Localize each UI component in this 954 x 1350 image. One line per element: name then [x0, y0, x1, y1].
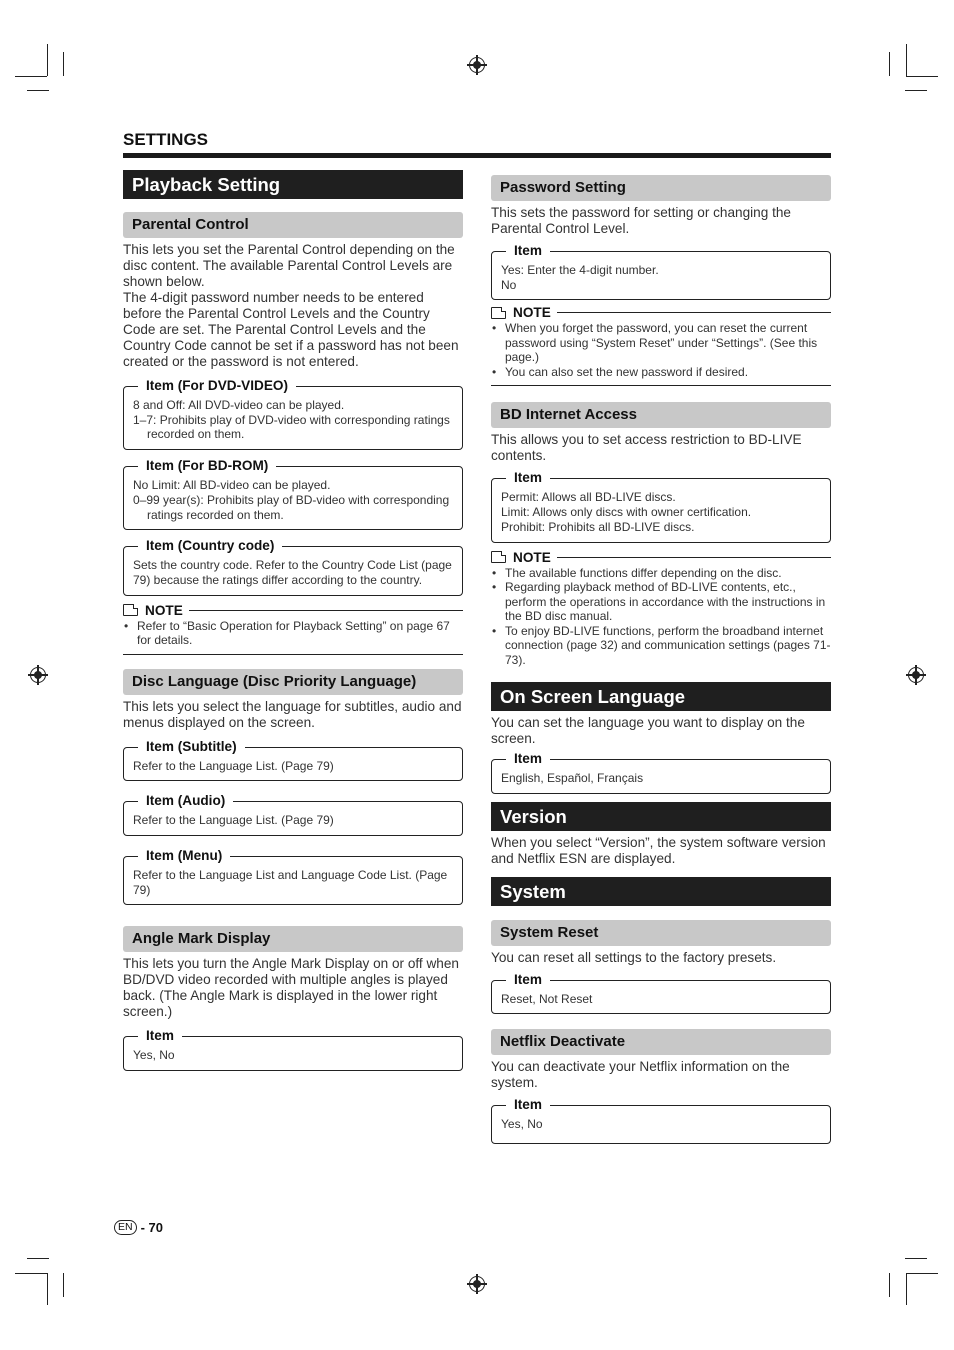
item-text: Reset, Not Reset [501, 991, 593, 1006]
item-box-password [491, 243, 831, 300]
item-box-country-code [123, 538, 463, 595]
item-text: Refer to the Language List. (Page 79) [133, 758, 334, 773]
version-title: Version [491, 802, 831, 831]
crop-mark [27, 90, 49, 91]
item-text: Yes: Enter the 4-digit number. [501, 263, 659, 277]
left-column [123, 170, 463, 1071]
item-label: Item (Menu) [138, 847, 230, 865]
crop-mark [27, 1258, 49, 1259]
parental-control-heading: Parental Control [123, 212, 463, 238]
note-item: • To enjoy BD-LIVE functions, perform the broadband internet connection (page 32) and communication settings (pages 71-73). [491, 624, 831, 668]
item-label: Item [506, 469, 550, 487]
item-box-netflix [491, 1097, 831, 1144]
item-box-system-reset [491, 971, 831, 1015]
item-box-bd-internet [491, 470, 831, 542]
crop-mark [905, 1258, 927, 1259]
crop-mark [15, 1273, 47, 1274]
crop-mark [47, 1273, 48, 1305]
crop-mark [889, 1273, 890, 1297]
item-label: Item [506, 1096, 550, 1114]
crop-mark [15, 76, 47, 77]
item-text: Permit: Allows all BD-LIVE discs. [501, 490, 676, 505]
crop-mark [906, 1273, 938, 1274]
note-item: • Refer to “Basic Operation for Playback Setting” on page 67 for details. [123, 619, 463, 648]
angle-mark-text: This lets you turn the Angle Mark Display on or off when BD/DVD video recorded with multiple angles is played back. (The Angle Mark is displayed in the lower right screen.) [123, 956, 459, 1020]
item-text: Limit: Allows only discs with owner certification. [501, 505, 752, 520]
note-item: • Regarding playback method of BD-LIVE contents, etc., perform the operations in accordance with the instructions in the BD disc manual. [491, 580, 831, 624]
item-label: Item [506, 242, 550, 260]
item-text: Yes, No [133, 1048, 175, 1063]
right-column [491, 175, 831, 1144]
item-text: No [501, 277, 517, 292]
crop-mark [906, 1273, 907, 1305]
item-box-menu [123, 848, 463, 905]
registration-mark-icon [30, 667, 46, 683]
crop-mark [47, 44, 48, 76]
system-title: System [491, 877, 831, 906]
crop-mark [905, 90, 927, 91]
item-text: Sets the country code. Refer to the Country Code List (page 79) because the ratings differ according to the country. [133, 558, 452, 587]
item-text: 8 and Off: All DVD-video can be played. [133, 398, 345, 412]
item-label: Item (For DVD-VIDEO) [138, 377, 296, 395]
on-screen-language-text: You can set the language you want to display on the screen. [491, 715, 805, 747]
page-number-text: - 70 [140, 1220, 163, 1235]
item-text: English, Español, Français [501, 771, 644, 786]
item-text: 0–99 year(s): Prohibits play of BD-video with corresponding ratings recorded on them. [133, 492, 450, 522]
crop-mark [889, 52, 890, 76]
page-number [114, 1220, 163, 1235]
note-icon [123, 604, 138, 616]
note-password [491, 305, 831, 386]
note-icon [491, 307, 506, 319]
note-item: • You can also set the new password if desired. [491, 365, 831, 380]
note-icon [491, 551, 506, 563]
item-label: Item [138, 1027, 182, 1045]
item-box-bd-rom [123, 458, 463, 530]
item-label: Item [506, 750, 550, 768]
parental-control-text: The 4-digit password number needs to be entered before the Parental Control Levels and the Country Code are set. The Parental Control Levels and the Country Code cannot be set if a password has not been created or the password is not entered. [123, 290, 459, 369]
on-screen-language-title: On Screen Language [491, 682, 831, 711]
note-parental [123, 603, 463, 655]
item-box-audio [123, 793, 463, 836]
system-reset-heading: System Reset [491, 920, 831, 946]
netflix-deactivate-text: You can deactivate your Netflix information on the system. [491, 1059, 790, 1091]
netflix-deactivate-heading: Netflix Deactivate [491, 1029, 831, 1055]
item-label: Item (Audio) [138, 792, 233, 810]
version-text: When you select “Version”, the system software version and Netflix ESN are displayed. [491, 834, 826, 866]
bd-internet-text: This allows you to set access restriction to BD-LIVE contents. [491, 432, 802, 464]
item-box-language [491, 751, 831, 794]
registration-mark-icon [469, 57, 485, 73]
note-label: NOTE [513, 549, 551, 565]
registration-mark-icon [908, 667, 924, 683]
item-text: Prohibit: Prohibits all BD-LIVE discs. [501, 519, 695, 534]
playback-setting-title: Playback Setting [123, 170, 463, 199]
section-title: SETTINGS [123, 130, 209, 149]
header-rule [123, 153, 831, 158]
parental-control-text: This lets you set the Parental Control depending on the disc content. The available Parental Control Levels are shown below. [123, 242, 455, 289]
angle-mark-heading: Angle Mark Display [123, 926, 463, 952]
item-text: No Limit: All BD-video can be played. [133, 478, 331, 493]
item-text: Yes, No [501, 1117, 543, 1132]
crop-mark [63, 52, 64, 76]
item-box-subtitle [123, 738, 463, 782]
language-badge: EN [114, 1220, 137, 1235]
item-box-angle [123, 1028, 463, 1071]
crop-mark [906, 44, 907, 76]
item-text: Refer to the Language List. (Page 79) [133, 813, 334, 828]
item-label: Item (Country code) [138, 537, 282, 555]
item-label: Item (For BD-ROM) [138, 457, 276, 475]
bd-internet-heading: BD Internet Access [491, 402, 831, 428]
crop-mark [906, 76, 938, 77]
registration-mark-icon [469, 1276, 485, 1292]
password-setting-text: This sets the password for setting or changing the Parental Control Level. [491, 205, 791, 236]
note-bd-internet [491, 550, 831, 668]
password-setting-heading: Password Setting [491, 175, 831, 201]
note-item: • The available functions differ depending on the disc. [491, 566, 831, 581]
crop-mark [63, 1273, 64, 1297]
item-text: Refer to the Language List and Language Code List. (Page 79) [133, 868, 448, 897]
item-label: Item (Subtitle) [138, 738, 245, 756]
item-text: 1–7: Prohibits play of DVD-video with corresponding ratings recorded on them. [133, 412, 450, 442]
note-label: NOTE [145, 602, 183, 618]
item-box-dvd-video [123, 378, 463, 450]
item-label: Item [506, 971, 550, 989]
system-reset-text: You can reset all settings to the factory presets. [491, 949, 777, 965]
disc-language-heading: Disc Language (Disc Priority Language) [123, 669, 463, 695]
note-label: NOTE [513, 305, 551, 321]
disc-language-text: This lets you select the language for subtitles, audio and menus displayed on the screen. [123, 698, 462, 730]
note-item: • When you forget the password, you can reset the current password using “System Reset” under “Settings”. (See this page.) [491, 321, 831, 365]
